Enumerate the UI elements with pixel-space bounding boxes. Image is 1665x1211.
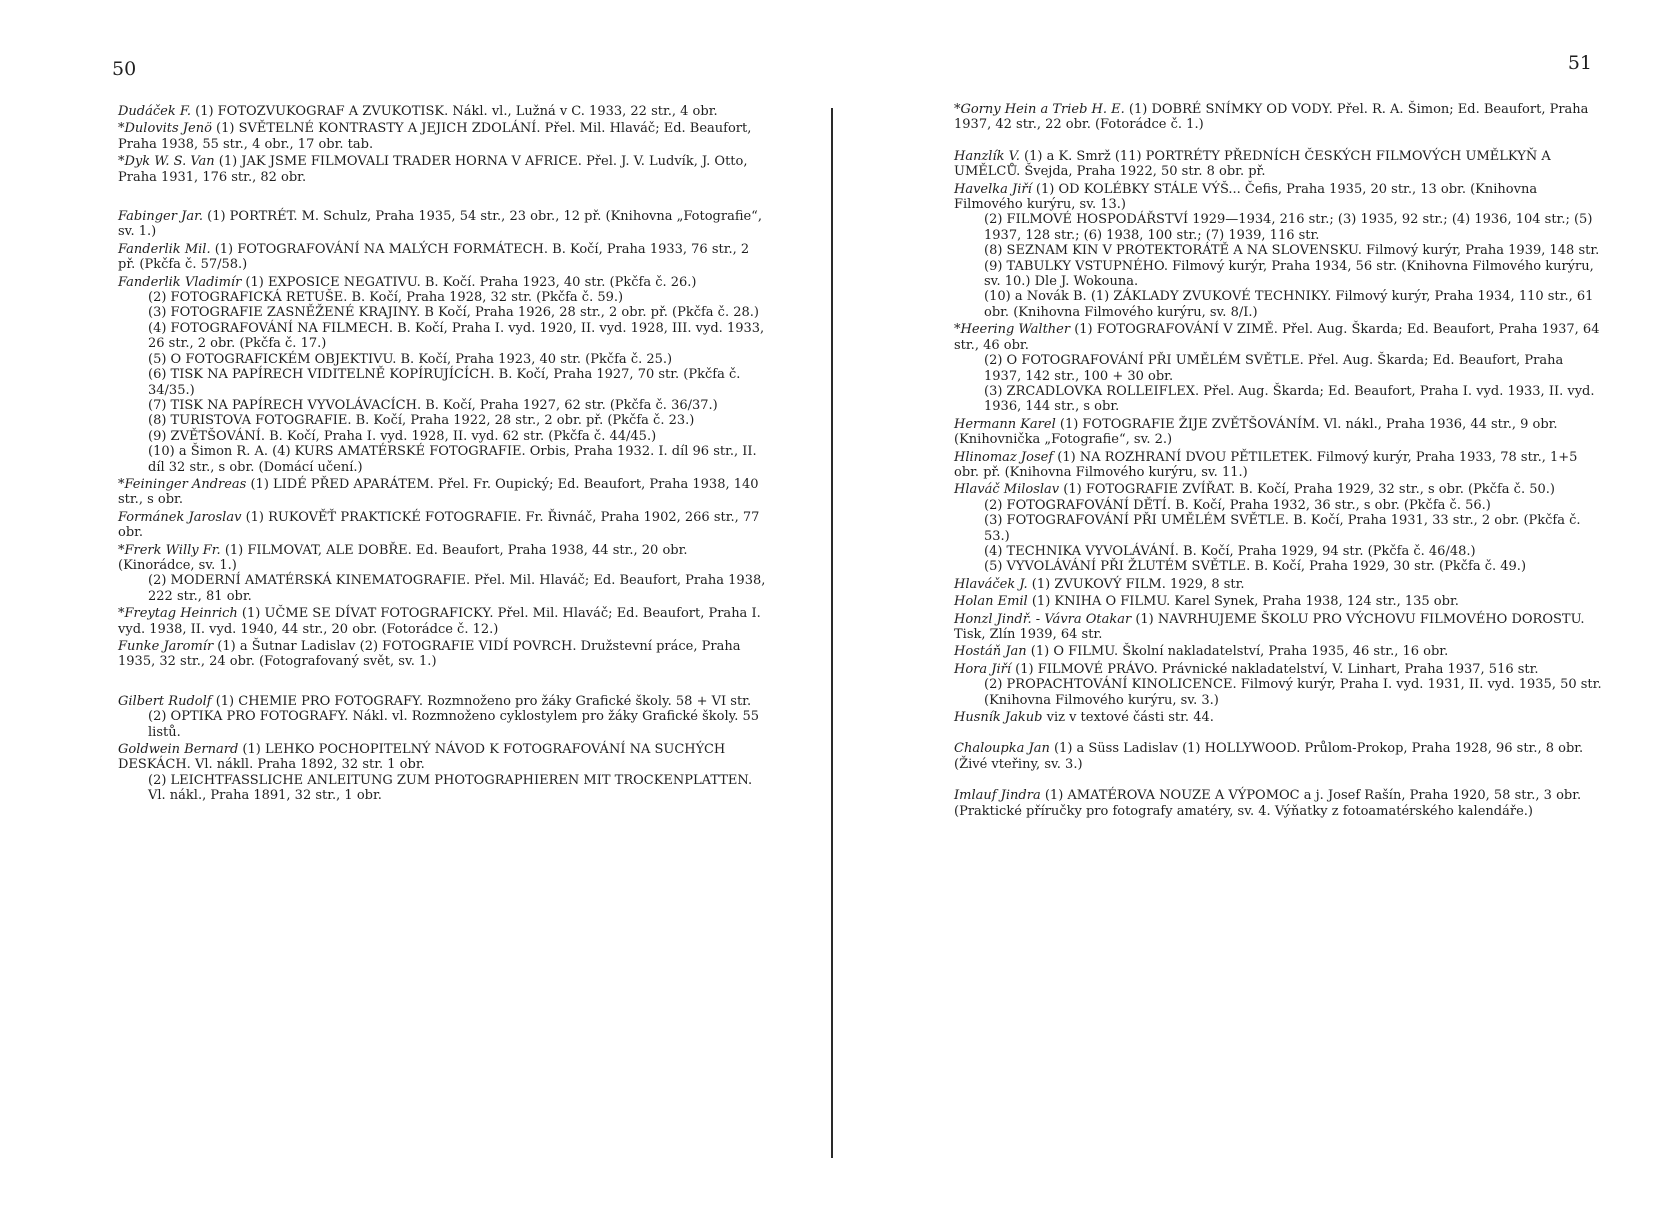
entry-author: *Gorny Hein a Trieb H. E. — [954, 102, 1125, 117]
entry-subitem: (6) TISK NA PAPÍRECH VIDITELNĚ KOPÍRUJÍCÍCH. B. Kočí, Praha 1927, 70 str. (Pkčfa č. 34/35.) — [148, 367, 741, 398]
entry-heading — [118, 275, 766, 290]
entry-heading — [118, 606, 766, 637]
entry-heading — [954, 417, 1604, 448]
entry-author: Husník Jakub — [954, 710, 1043, 726]
entry-subitem: (2) O FOTOGRAFOVÁNÍ PŘI UMĚLÉM SVĚTLE. Přel. Aug. Škarda; Ed. Beaufort, Praha 1937, 142 str., 100 + 30 obr. — [984, 353, 1564, 384]
entry-text: (1) EXPOSICE NEGATIVU. B. Kočí. Praha 1923, 40 str. (Pkčfa č. 26.) — [241, 274, 697, 290]
entry-subitem: (2) LEICHTFASSLICHE ANLEITUNG ZUM PHOTOGRAPHIEREN MIT TROCKENPLATTEN. Vl. nákl., Praha 1891, 32 str., 1 obr. — [148, 772, 753, 804]
letter-group-gap — [118, 672, 766, 694]
entry-heading — [954, 741, 1604, 772]
entry-heading — [954, 482, 1604, 497]
entry-heading — [118, 510, 766, 541]
entry-heading — [954, 149, 1604, 180]
entry-subitem: (3) ZRCADLOVKA ROLLEIFLEX. Přel. Aug. Škarda; Ed. Beaufort, Praha I. vyd. 1933, II. vyd. 1936, 144 str., s obr. — [984, 383, 1595, 415]
bibliography-entry — [118, 510, 766, 541]
entry-heading — [118, 104, 766, 119]
entry-author: Fabinger Jar. — [118, 209, 203, 225]
entry-heading — [118, 639, 766, 670]
entry-subitem: (2) FILMOVÉ HOSPODÁŘSTVÍ 1929—1934, 216 str.; (3) 1935, 92 str.; (4) 1936, 104 str.; (5) 1937, 128 str.; (6) 1938, 100 str.; (7) 1939, 116 str. — [984, 212, 1593, 243]
entry-subitem: (10) a Novák B. (1) ZÁKLADY ZVUKOVÉ TECHNIKY. Filmový kurýr, Praha 1934, 110 str., 61 obr. (Knihovna Filmového kurýru, sv. 8/I.) — [984, 289, 1594, 320]
entry-text: (1) O FILMU. Školní nakladatelství, Praha 1935, 46 str., 16 obr. — [1026, 644, 1449, 660]
bibliography-column — [118, 104, 766, 806]
entry-heading — [118, 477, 766, 508]
entry-author: Dudáček F. — [118, 104, 191, 119]
entry-heading — [118, 694, 766, 709]
entry-author: Hermann Karel — [954, 416, 1056, 432]
bibliography-entry — [118, 543, 766, 605]
entry-text: (1) LEHKO POCHOPITELNÝ NÁVOD K FOTOGRAFOVÁNÍ NA SUCHÝCH DESKÁCH. Vl. nákll. Praha 1892, 32 str. 1 obr. — [118, 742, 726, 773]
page-number: 50 — [112, 58, 137, 80]
bibliography-entry — [954, 788, 1604, 819]
entry-text: (1) LIDÉ PŘED APARÁTEM. Přel. Fr. Oupický; Ed. Beaufort, Praha 1938, 140 str., s obr. — [118, 476, 759, 508]
left-page — [0, 0, 832, 1211]
bibliography-entry — [118, 104, 766, 119]
bibliography-entry — [954, 594, 1604, 609]
entry-text: (1) FOTOZVUKOGRAF A ZVUKOTISK. Nákl. vl., Lužná v C. 1933, 22 str., 4 obr. — [190, 104, 718, 119]
entry-heading — [118, 121, 766, 152]
entry-heading — [118, 543, 766, 574]
entry-subitem: (2) FOTOGRAFOVÁNÍ DĚTÍ. B. Kočí, Praha 1932, 36 str., s obr. (Pkčfa č. 56.) — [984, 497, 1491, 513]
entry-author: Funke Jaromír — [118, 639, 214, 654]
entry-heading — [118, 154, 766, 185]
bibliography-entry — [954, 102, 1604, 133]
entry-author: Chaloupka Jan — [954, 741, 1050, 757]
entry-text: (1) FILMOVÉ PRÁVO. Právnické nakladatelství, V. Linhart, Praha 1937, 516 str. — [1011, 661, 1539, 677]
entry-heading — [954, 322, 1604, 353]
letter-group-gap — [954, 135, 1604, 149]
entry-author: Honzl Jindř. - Vávra Otakar — [954, 611, 1132, 627]
entry-text: (1) RUKOVĚŤ PRAKTICKÉ FOTOGRAFIE. Fr. Řivnáč, Praha 1902, 266 str., 77 obr. — [118, 509, 760, 541]
entry-text: (1) FOTOGRAFIE ZVÍŘAT. B. Kočí, Praha 1929, 32 str., s obr. (Pkčfa č. 50.) — [1059, 482, 1555, 498]
entry-text: (1) JAK JSME FILMOVALI TRADER HORNA V AFRICE. Přel. J. V. Ludvík, J. Otto, Praha 1931, 176 str., 82 obr. — [118, 154, 748, 185]
bibliography-entry — [118, 154, 766, 185]
entry-author: *Feininger Andreas — [118, 476, 247, 492]
entry-author: *Dyk W. S. Van — [118, 154, 215, 170]
entry-text: (1) FOTOGRAFOVÁNÍ NA MALÝCH FORMÁTECH. B. Kočí, Praha 1933, 76 str., 2 př. (Pkčfa č. 57/58.) — [118, 241, 750, 273]
entry-text: (1) ZVUKOVÝ FILM. 1929, 8 str. — [1027, 576, 1245, 592]
entry-text: (1) FILMOVAT, ALE DOBŘE. Ed. Beaufort, Praha 1938, 44 str., 20 obr. (Kinorádce, sv. 1.) — [118, 542, 688, 573]
bibliography-column — [954, 102, 1604, 821]
bibliography-entry — [954, 577, 1604, 592]
entry-heading — [954, 710, 1604, 725]
entry-subitem: (10) a Šimon R. A. (4) KURS AMATÉRSKÉ FOTOGRAFIE. Orbis, Praha 1932. I. díl 96 str., II. díl 32 str., s obr. (Domácí učení.) — [148, 444, 757, 475]
entry-author: Fanderlik Mil. — [118, 241, 211, 257]
entry-subitem: (4) TECHNIKA VYVOLÁVÁNÍ. B. Kočí, Praha 1929, 94 str. (Pkčfa č. 46/48.) — [984, 543, 1476, 559]
entry-subitem: (2) OPTIKA PRO FOTOGRAFY. Nákl. vl. Rozmnoženo cyklostylem pro žáky Grafické školy. 55 listů. — [148, 709, 760, 740]
entry-author: Holan Emil — [954, 594, 1028, 610]
bibliography-entry — [954, 612, 1604, 643]
entry-text: (1) NA ROZHRANÍ DVOU PĚTILETEK. Filmový kurýr, Praha 1933, 78 str., 1+5 obr. př. (Knihovna Filmového kurýru, sv. 11.) — [954, 449, 1578, 480]
entry-text: (1) FOTOGRAFOVÁNÍ V ZIMĚ. Přel. Aug. Škarda; Ed. Beaufort, Praha 1937, 64 str., 46 obr. — [954, 322, 1600, 353]
bibliography-entry — [954, 322, 1604, 414]
entry-subitem: (3) FOTOGRAFOVÁNÍ PŘI UMĚLÉM SVĚTLE. B. Kočí, Praha 1931, 33 str., 2 obr. (Pkčfa č. 53.) — [984, 513, 1581, 544]
bibliography-entry — [954, 741, 1604, 772]
entry-author: Fanderlik Vladimír — [118, 274, 242, 290]
entry-heading — [954, 644, 1604, 659]
entry-text: (1) KNIHA O FILMU. Karel Synek, Praha 1938, 124 str., 135 obr. — [1027, 594, 1459, 610]
entry-text: viz v textové části str. 44. — [1042, 710, 1214, 726]
entry-text: (1) CHEMIE PRO FOTOGRAFY. Rozmnoženo pro žáky Grafické školy. 58 + VI str. — [211, 693, 752, 709]
entry-subitem: (8) SEZNAM KIN V PROTEKTORÁTĚ A NA SLOVENSKU. Filmový kurýr, Praha 1939, 148 str. — [984, 243, 1600, 259]
bibliography-entry — [954, 710, 1604, 725]
entry-text: (1) a K. Smrž (11) PORTRÉTY PŘEDNÍCH ČESKÝCH FILMOVÝCH UMĚLKYŇ A UMĚLCŮ. Švejda, Praha 1922, 50 str. 8 obr. př. — [954, 148, 1551, 180]
entry-author: Goldwein Bernard — [118, 742, 239, 758]
entry-text: (1) UČME SE DÍVAT FOTOGRAFICKY. Přel. Mil. Hlaváč; Ed. Beaufort, Praha I. vyd. 1938, II. vyd. 1940, 44 str., 20 obr. (Fotorádce č. 12.) — [118, 606, 761, 637]
bibliography-entry — [954, 417, 1604, 448]
right-page — [832, 0, 1665, 1211]
entry-subitem: (2) MODERNÍ AMATÉRSKÁ KINEMATOGRAFIE. Přel. Mil. Hlaváč; Ed. Beaufort, Praha 1938, 222 str., 81 obr. — [148, 573, 766, 604]
entry-text: (1) OD KOLÉBKY STÁLE VÝŠ... Čefis, Praha 1935, 20 str., 13 obr. (Knihovna Filmového kurýru, sv. 13.) — [954, 181, 1538, 213]
entry-heading — [954, 450, 1604, 481]
entry-subitem: (2) FOTOGRAFICKÁ RETUŠE. B. Kočí, Praha 1928, 32 str. (Pkčfa č. 59.) — [148, 290, 624, 306]
entry-text: (1) SVĚTELNÉ KONTRASTY A JEJICH ZDOLÁNÍ. Přel. Mil. Hlaváč; Ed. Beaufort, Praha 1938, 55 str., 4 obr., 17 obr. tab. — [118, 121, 752, 152]
entry-subitem: (4) FOTOGRAFOVÁNÍ NA FILMECH. B. Kočí, Praha I. vyd. 1920, II. vyd. 1928, III. vyd. 1933, 26 str., 2 obr. (Pkčfa č. 17.) — [148, 320, 765, 352]
bibliography-entry — [118, 639, 766, 670]
bibliography-entry — [954, 450, 1604, 481]
entry-author: Hanzlík V. — [954, 148, 1020, 164]
entry-text: (1) a Süss Ladislav (1) HOLLYWOOD. Průlom-Prokop, Praha 1928, 96 str., 8 obr. (Živé vteřiny, sv. 3.) — [954, 741, 1584, 772]
entry-heading — [954, 182, 1604, 213]
bibliography-entry — [118, 209, 766, 240]
letter-group-gap — [118, 187, 766, 209]
letter-group-gap — [954, 727, 1604, 741]
bibliography-entry — [118, 694, 766, 740]
bibliography-entry — [954, 149, 1604, 180]
entry-author: Havelka Jiří — [954, 181, 1032, 197]
entry-author: Hlaváč Miloslav — [954, 482, 1060, 498]
entry-author: *Dulovits Jenö — [118, 121, 212, 137]
bibliography-entry — [954, 662, 1604, 708]
entry-heading — [954, 102, 1604, 133]
entry-author: *Frerk Willy Fr. — [118, 542, 221, 558]
entry-text: (1) AMATÉROVA NOUZE A VÝPOMOC a j. Josef Rašín, Praha 1920, 58 str., 3 obr. (Praktické příručky pro fotografy amatéry, sv. 4. Výňatky z fotoamatérského kalendáře.) — [954, 788, 1582, 819]
entry-author: *Freytag Heinrich — [118, 606, 238, 622]
entry-heading — [954, 662, 1604, 677]
entry-heading — [954, 788, 1604, 819]
entry-text: (1) NAVRHUJEME ŠKOLU PRO VÝCHOVU FILMOVÉHO DOROSTU. Tisk, Zlín 1939, 64 str. — [954, 611, 1585, 642]
entry-subitem: (3) FOTOGRAFIE ZASNĚŽENÉ KRAJINY. B Kočí, Praha 1926, 28 str., 2 obr. př. (Pkčfa č. 28.) — [148, 305, 759, 321]
entry-text: (1) DOBRÉ SNÍMKY OD VODY. Přel. R. A. Šimon; Ed. Beaufort, Praha 1937, 42 str., 22 obr. (Fotorádce č. 1.) — [954, 102, 1589, 133]
entry-subitem: (9) ZVĚTŠOVÁNÍ. B. Kočí, Praha I. vyd. 1928, II. vyd. 62 str. (Pkčfa č. 44/45.) — [148, 428, 657, 444]
entry-subitem: (5) O FOTOGRAFICKÉM OBJEKTIVU. B. Kočí, Praha 1923, 40 str. (Pkčfa č. 25.) — [148, 351, 673, 367]
letter-group-gap — [954, 774, 1604, 788]
bibliography-entry — [954, 182, 1604, 321]
bibliography-entry — [118, 242, 766, 273]
entry-subitem: (8) TURISTOVA FOTOGRAFIE. B. Kočí, Praha 1922, 28 str., 2 obr. př. (Pkčfa č. 23.) — [148, 413, 695, 429]
entry-heading — [118, 209, 766, 240]
bibliography-entry — [118, 606, 766, 637]
entry-author: Gilbert Rudolf — [118, 693, 212, 709]
entry-author: *Heering Walther — [954, 322, 1071, 338]
entry-author: Hostáň Jan — [954, 644, 1027, 660]
entry-author: Formánek Jaroslav — [118, 509, 242, 525]
entry-author: Hlaváček J. — [954, 576, 1028, 592]
entry-heading — [118, 742, 766, 773]
entry-heading — [954, 577, 1604, 592]
bibliography-entry — [118, 742, 766, 804]
entry-text: (1) FOTOGRAFIE ŽIJE ZVĚTŠOVÁNÍM. Vl. nákl., Praha 1936, 44 str., 9 obr. (Knihovnička „Fotografie“, sv. 2.) — [954, 416, 1558, 448]
entry-subitem: (9) TABULKY VSTUPNÉHO. Filmový kurýr, Praha 1934, 56 str. (Knihovna Filmového kurýru, sv. 10.) Dle J. Wokouna. — [984, 258, 1594, 290]
entry-heading — [954, 594, 1604, 609]
entry-subitem: (7) TISK NA PAPÍRECH VYVOLÁVACÍCH. B. Kočí, Praha 1927, 62 str. (Pkčfa č. 36/37.) — [148, 397, 718, 413]
entry-subitem: (5) VYVOLÁVÁNÍ PŘI ŽLUTÉM SVĚTLE. B. Kočí, Praha 1929, 30 str. (Pkčfa č. 49.) — [984, 559, 1527, 575]
page-number: 51 — [1567, 52, 1592, 74]
bibliography-entry — [954, 644, 1604, 659]
bibliography-entry — [954, 482, 1604, 574]
entry-subitem: (2) PROPACHTOVÁNÍ KINOLICENCE. Filmový kurýr, Praha I. vyd. 1931, II. vyd. 1935, 50 str. (Knihovna Filmového kurýru, sv. 3.) — [984, 677, 1602, 708]
entry-text: (1) PORTRÉT. M. Schulz, Praha 1935, 54 str., 23 obr., 12 př. (Knihovna „Fotografie“, sv. 1.) — [118, 209, 762, 240]
bibliography-entry — [118, 275, 766, 475]
bibliography-entry — [118, 477, 766, 508]
entry-heading — [118, 242, 766, 273]
entry-author: Imlauf Jindra — [954, 788, 1041, 804]
entry-author: Hlinomaz Josef — [954, 449, 1054, 465]
entry-author: Hora Jiří — [954, 661, 1012, 677]
entry-text: (1) a Šutnar Ladislav (2) FOTOGRAFIE VIDÍ POVRCH. Družstevní práce, Praha 1935, 32 str., 24 obr. (Fotografovaný svět, sv. 1.) — [118, 639, 741, 670]
bibliography-entry — [118, 121, 766, 152]
entry-heading — [954, 612, 1604, 643]
